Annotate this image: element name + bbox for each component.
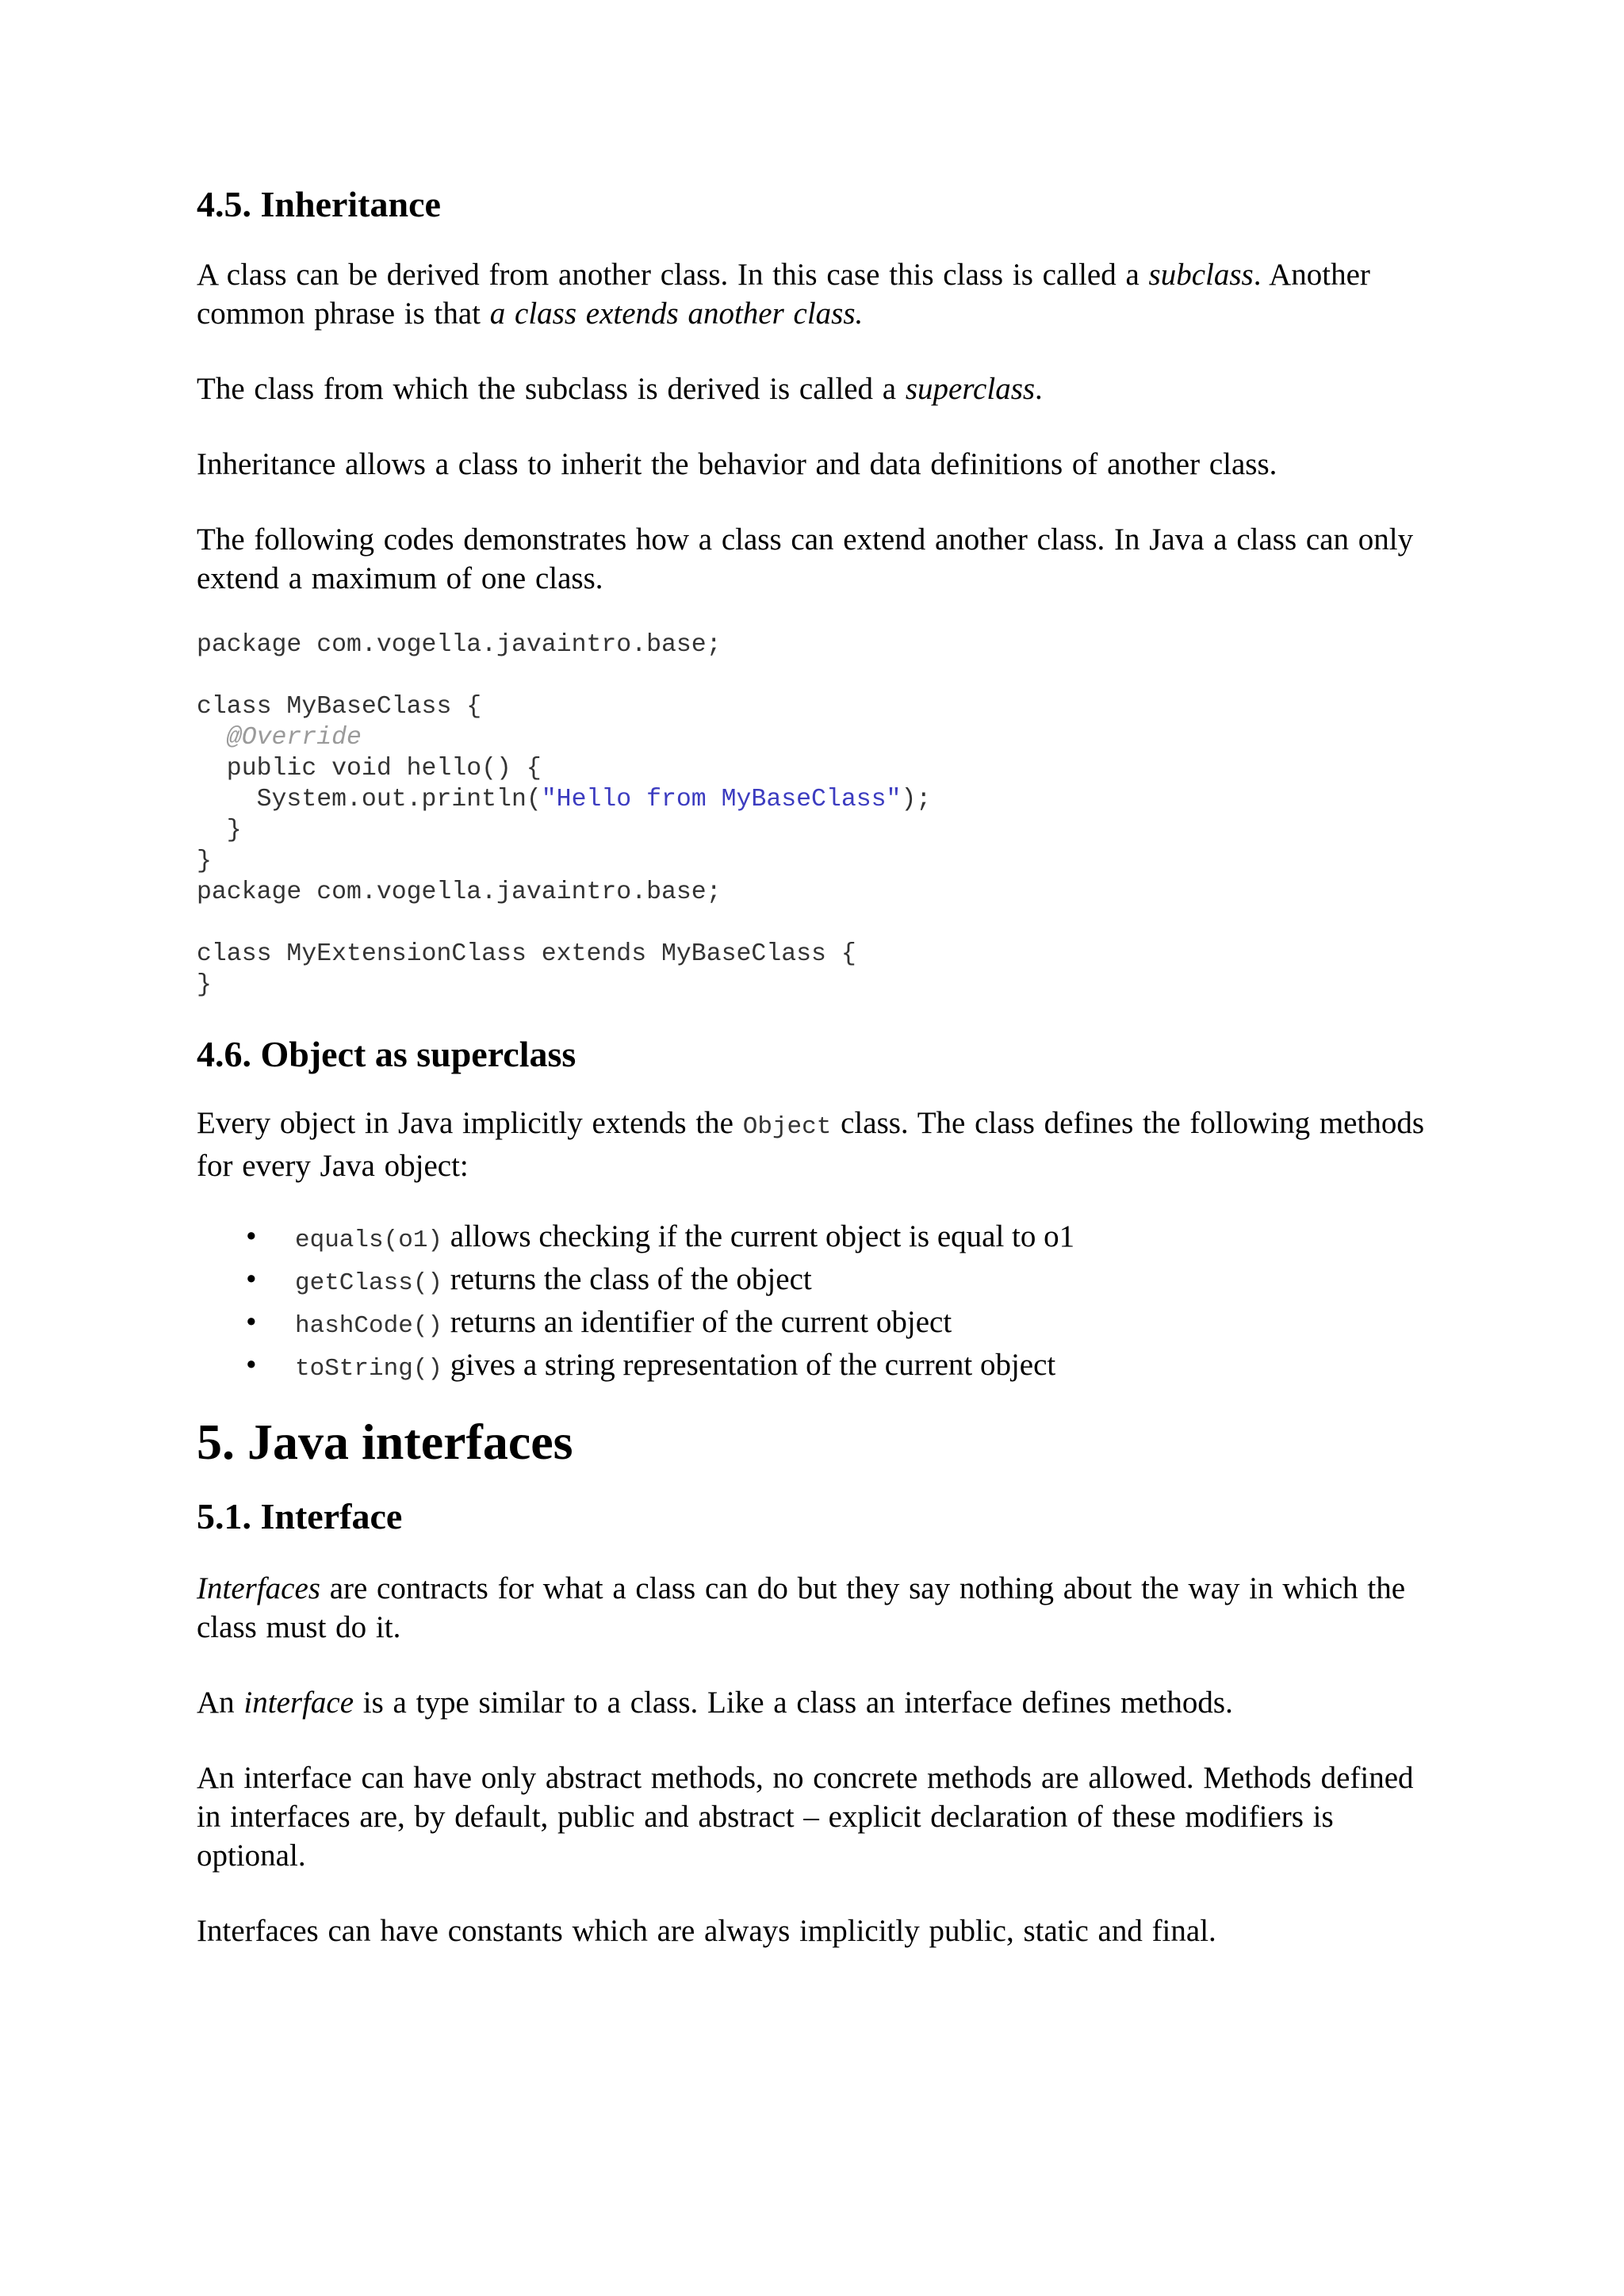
- paragraph-superclass-definition: The class from which the subclass is derived is called a superclass.: [197, 372, 1043, 406]
- paragraph-object-class: Every object in Java implicitly extends the Object class. The class defines the following methods for every Java object:: [197, 1106, 1424, 1183]
- code-line: System.out.println("Hello from MyBaseClass");: [197, 786, 932, 813]
- bullet-icon: •: [246, 1262, 257, 1296]
- bullet-icon: •: [246, 1348, 257, 1382]
- code-line: class MyBaseClass {: [197, 693, 482, 721]
- section-heading-interface: 5.1. Interface: [197, 1496, 403, 1536]
- code-annotation: @Override: [197, 724, 362, 752]
- code-line: public void hello() {: [197, 755, 542, 783]
- section-heading-inheritance: 4.5. Inheritance: [197, 184, 441, 224]
- code-string-literal: "Hello from MyBaseClass": [541, 786, 902, 813]
- code-line: package com.vogella.javaintro.base;: [197, 878, 722, 906]
- chapter-heading-java-interfaces: 5. Java interfaces: [197, 1414, 573, 1470]
- inline-code-method: toString(): [295, 1355, 443, 1383]
- bullet-icon: •: [246, 1305, 257, 1339]
- code-line: }: [197, 817, 242, 844]
- list-item: • hashCode() returns an identifier of the current object: [197, 1303, 1434, 1345]
- code-line: package com.vogella.javaintro.base;: [197, 631, 722, 659]
- document-page: [197, 182, 1434, 1987]
- paragraph-extend-example-intro: The following codes demonstrates how a class can extend another class. In Java a class can only extend a maximum of one class.: [197, 522, 1414, 595]
- paragraph-subclass-definition: A class can be derived from another class. In this case this class is called a subclass. Another common phrase is that a class extends another class.: [197, 258, 1370, 331]
- inline-code-method: getClass(): [295, 1269, 443, 1297]
- paragraph-inheritance-behavior: Inheritance allows a class to inherit the behavior and data definitions of another class.: [197, 447, 1277, 481]
- paragraph-interface-type: An interface is a type similar to a class. Like a class an interface defines methods.: [197, 1686, 1233, 1720]
- inline-code-method: equals(o1): [295, 1226, 443, 1254]
- code-line: }: [197, 971, 212, 999]
- code-line: class MyExtensionClass extends MyBaseClass {: [197, 940, 856, 968]
- paragraph-abstract-methods: An interface can have only abstract methods, no concrete methods are allowed. Methods defined in interfaces are, by default, public and abstract – explicit declaration of these modifiers is optional.: [197, 1761, 1414, 1873]
- list-item: • getClass() returns the class of the object: [197, 1260, 1434, 1303]
- inline-code-object: Object: [742, 1113, 832, 1141]
- paragraph-interfaces-contracts: Interfaces are contracts for what a class can do but they say nothing about the way in which the class must do it.: [197, 1571, 1406, 1644]
- paragraph-interface-constants: Interfaces can have constants which are always implicitly public, static and final.: [197, 1914, 1216, 1948]
- list-item: • equals(o1) allows checking if the current object is equal to o1: [197, 1217, 1434, 1260]
- bullet-icon: •: [246, 1219, 257, 1253]
- section-heading-object-superclass: 4.6. Object as superclass: [197, 1034, 576, 1074]
- code-line: }: [197, 848, 212, 875]
- list-item: • toString() gives a string representation of the current object: [197, 1345, 1434, 1388]
- inline-code-method: hashCode(): [295, 1312, 443, 1340]
- object-methods-list: [197, 1217, 1434, 1388]
- code-block-base-class: [197, 629, 1434, 1001]
